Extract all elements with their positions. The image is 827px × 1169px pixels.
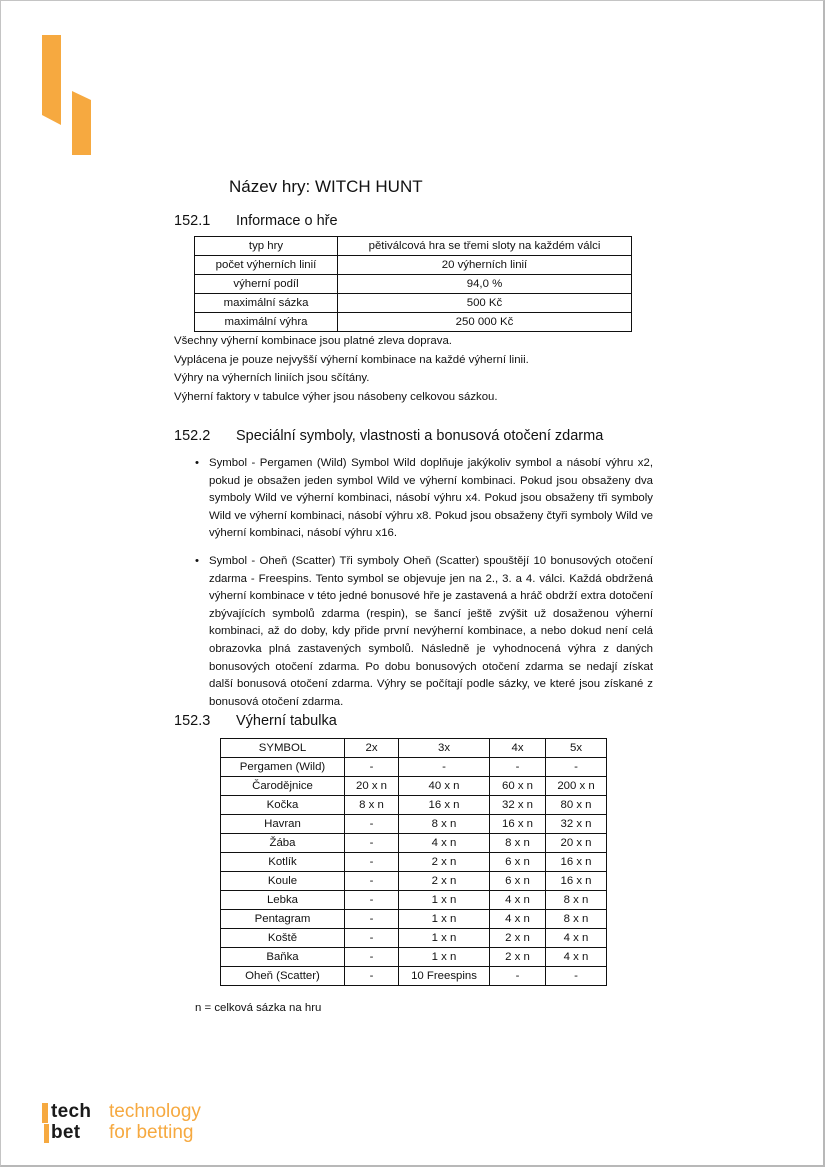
note-line: Výherní faktory v tabulce výher jsou násobeny celkovou sázkou. <box>174 390 498 403</box>
tagline-line: technology <box>109 1101 201 1122</box>
symbol-name-cell: Kočka <box>221 796 345 815</box>
symbol-name-cell: Žába <box>221 834 345 853</box>
payout-cell: 16 x n <box>546 872 607 891</box>
table-row <box>221 948 607 967</box>
info-value: pětiválcová hra se třemi sloty na každém válci <box>338 237 632 256</box>
header-cell: 3x <box>399 739 490 758</box>
payout-cell: 32 x n <box>546 815 607 834</box>
bullet-item <box>193 553 653 711</box>
payout-cell: 8 x n <box>490 834 546 853</box>
payout-cell: 1 x n <box>399 891 490 910</box>
payout-cell: - <box>345 910 399 929</box>
table-row <box>221 796 607 815</box>
payout-cell: - <box>345 853 399 872</box>
section-number: 152.1 <box>174 213 211 229</box>
section-number: 152.2 <box>174 428 211 444</box>
note-line: Vyplácena je pouze nejvyšší výherní kombinace na každé výherní linii. <box>174 353 529 366</box>
payout-cell: 4 x n <box>490 891 546 910</box>
info-key: počet výherních linií <box>195 256 338 275</box>
section-title: Speciální symboly, vlastnosti a bonusová otočení zdarma <box>236 428 604 444</box>
payout-cell: 4 x n <box>399 834 490 853</box>
footnote: n = celková sázka na hru <box>195 1002 322 1014</box>
payout-cell: - <box>490 758 546 777</box>
header-cell: 4x <box>490 739 546 758</box>
tagline-line: for betting <box>109 1122 194 1143</box>
payout-cell: 200 x n <box>546 777 607 796</box>
payout-cell: 8 x n <box>399 815 490 834</box>
payout-cell: 32 x n <box>490 796 546 815</box>
header-cell: SYMBOL <box>221 739 345 758</box>
payout-cell: 1 x n <box>399 910 490 929</box>
table-row <box>221 777 607 796</box>
payout-cell: 8 x n <box>345 796 399 815</box>
payout-cell: 20 x n <box>546 834 607 853</box>
table-row <box>221 758 607 777</box>
payout-cell: - <box>345 872 399 891</box>
info-key: výherní podíl <box>195 275 338 294</box>
payout-cell: 6 x n <box>490 853 546 872</box>
game-info-table <box>194 236 632 332</box>
section-number: 152.3 <box>174 713 211 729</box>
section-heading-info <box>174 213 338 229</box>
symbol-name-cell: Koště <box>221 929 345 948</box>
note-line: Všechny výherní kombinace jsou platné zleva doprava. <box>174 335 452 347</box>
symbol-name-cell: Kotlík <box>221 853 345 872</box>
wordmark-bet: bet <box>51 1122 81 1143</box>
payout-cell: 80 x n <box>546 796 607 815</box>
payout-cell: 2 x n <box>490 929 546 948</box>
techbet-logo-mark-icon <box>42 35 92 155</box>
brand-wordmark <box>51 1101 91 1143</box>
table-row <box>221 929 607 948</box>
payout-cell: 4 x n <box>546 929 607 948</box>
table-row <box>221 853 607 872</box>
payout-cell: 2 x n <box>399 853 490 872</box>
payout-cell: - <box>345 967 399 986</box>
payout-cell: 60 x n <box>490 777 546 796</box>
note-line: Výhry na výherních liniích jsou sčítány. <box>174 372 370 385</box>
table-row <box>221 910 607 929</box>
table-row <box>221 815 607 834</box>
symbol-name-cell: Havran <box>221 815 345 834</box>
wordmark-tech: tech <box>51 1101 92 1122</box>
payout-cell: - <box>546 967 607 986</box>
paytable-header-row <box>221 739 607 758</box>
techbet-brand-logo <box>42 1101 242 1145</box>
payout-cell: - <box>345 815 399 834</box>
info-value: 20 výherních linií <box>338 256 632 275</box>
symbol-name-cell: Lebka <box>221 891 345 910</box>
scatter-symbol-description <box>193 553 653 711</box>
symbol-name-cell: Pentagram <box>221 910 345 929</box>
info-key: maximální sázka <box>195 294 338 313</box>
section-title: Informace o hře <box>236 213 338 229</box>
symbol-name-cell: Čarodějnice <box>221 777 345 796</box>
payout-cell: 40 x n <box>399 777 490 796</box>
paytable <box>220 738 607 986</box>
wild-symbol-description <box>193 455 653 543</box>
payout-cell: 16 x n <box>399 796 490 815</box>
payout-cell: 1 x n <box>399 948 490 967</box>
info-value: 94,0 % <box>338 275 632 294</box>
brand-tagline <box>109 1101 201 1143</box>
payout-cell: 4 x n <box>490 910 546 929</box>
payout-cell: 6 x n <box>490 872 546 891</box>
section-title: Výherní tabulka <box>236 713 337 729</box>
table-row <box>221 834 607 853</box>
bullet-icon: • <box>195 457 199 469</box>
payout-cell: - <box>546 758 607 777</box>
payout-cell: 1 x n <box>399 929 490 948</box>
payout-cell: - <box>399 758 490 777</box>
info-key: maximální výhra <box>195 313 338 332</box>
payout-cell: 2 x n <box>399 872 490 891</box>
payout-cell: 20 x n <box>345 777 399 796</box>
table-row <box>221 891 607 910</box>
info-value: 500 Kč <box>338 294 632 313</box>
info-value: 250 000 Kč <box>338 313 632 332</box>
payout-cell: 16 x n <box>546 853 607 872</box>
bullet-text: Symbol - Oheň (Scatter) Tři symboly Oheň (Scatter) spouštějí 10 bonusových otočení zdarma - Freespins. Tento symbol se objevuje jen na 2., 3. a 4. válci. Každá obdržená výherní kombinace v této jedné bonusové hře je zastavená a hráč obdrží extra dotočení zbývajících symbolů zdarma (respin), se šancí ještě zvýšit už dosaženou výherní kombinaci, až do doby, kdy přide první nevýherní kombinace, a nebo dokud není celá obrazovka plná zastavených symbolů. Následně je vyhodnocená výhra z daných bonusových otočení zdarma. Po dobu bonusových otočení zdarma se nedají získat další bonusová otočení zdarma. Výhry se počítají podle sázky, ve které jsou získané z bonusová otočení zdarma. <box>209 555 653 708</box>
table-row <box>221 872 607 891</box>
header-cell: 5x <box>546 739 607 758</box>
game-title: Název hry: WITCH HUNT <box>229 177 423 196</box>
bullet-icon: • <box>195 555 199 567</box>
table-row <box>221 967 607 986</box>
payout-cell: 8 x n <box>546 910 607 929</box>
payout-cell: 10 Freespins <box>399 967 490 986</box>
payout-cell: 4 x n <box>546 948 607 967</box>
table-row <box>195 275 632 294</box>
symbol-name-cell: Koule <box>221 872 345 891</box>
rules-notes <box>174 332 529 406</box>
payout-cell: 8 x n <box>546 891 607 910</box>
section-heading-special-symbols <box>174 428 603 444</box>
brand-bar-icon <box>42 1103 48 1141</box>
table-row <box>195 256 632 275</box>
section-heading-paytable <box>174 713 337 729</box>
payout-cell: 16 x n <box>490 815 546 834</box>
symbol-name-cell: Pergamen (Wild) <box>221 758 345 777</box>
payout-cell: - <box>345 948 399 967</box>
info-key: typ hry <box>195 237 338 256</box>
symbol-name-cell: Oheň (Scatter) <box>221 967 345 986</box>
payout-cell: 2 x n <box>490 948 546 967</box>
payout-cell: - <box>345 891 399 910</box>
payout-cell: - <box>345 929 399 948</box>
header-cell: 2x <box>345 739 399 758</box>
table-row <box>195 313 632 332</box>
table-row <box>195 294 632 313</box>
payout-cell: - <box>345 834 399 853</box>
symbol-name-cell: Baňka <box>221 948 345 967</box>
payout-cell: - <box>345 758 399 777</box>
bullet-item <box>193 455 653 543</box>
bullet-text: Symbol - Pergamen (Wild) Symbol Wild doplňuje jakýkoliv symbol a násobí výhru x2, pokud je obsažen jeden symbol Wild ve výherní kombinaci. Pokud jsou obsaženy dva symboly Wild ve výherní kombinaci, násobí výhru x4. Pokud jsou obsaženy tři symboly Wild ve výherní kombinaci, násobí výhru x8. Pokud jsou obsaženy čtyři symboly Wild ve výherní kombinaci, násobí výhru x16. <box>209 457 653 540</box>
table-row <box>195 237 632 256</box>
payout-cell: - <box>490 967 546 986</box>
